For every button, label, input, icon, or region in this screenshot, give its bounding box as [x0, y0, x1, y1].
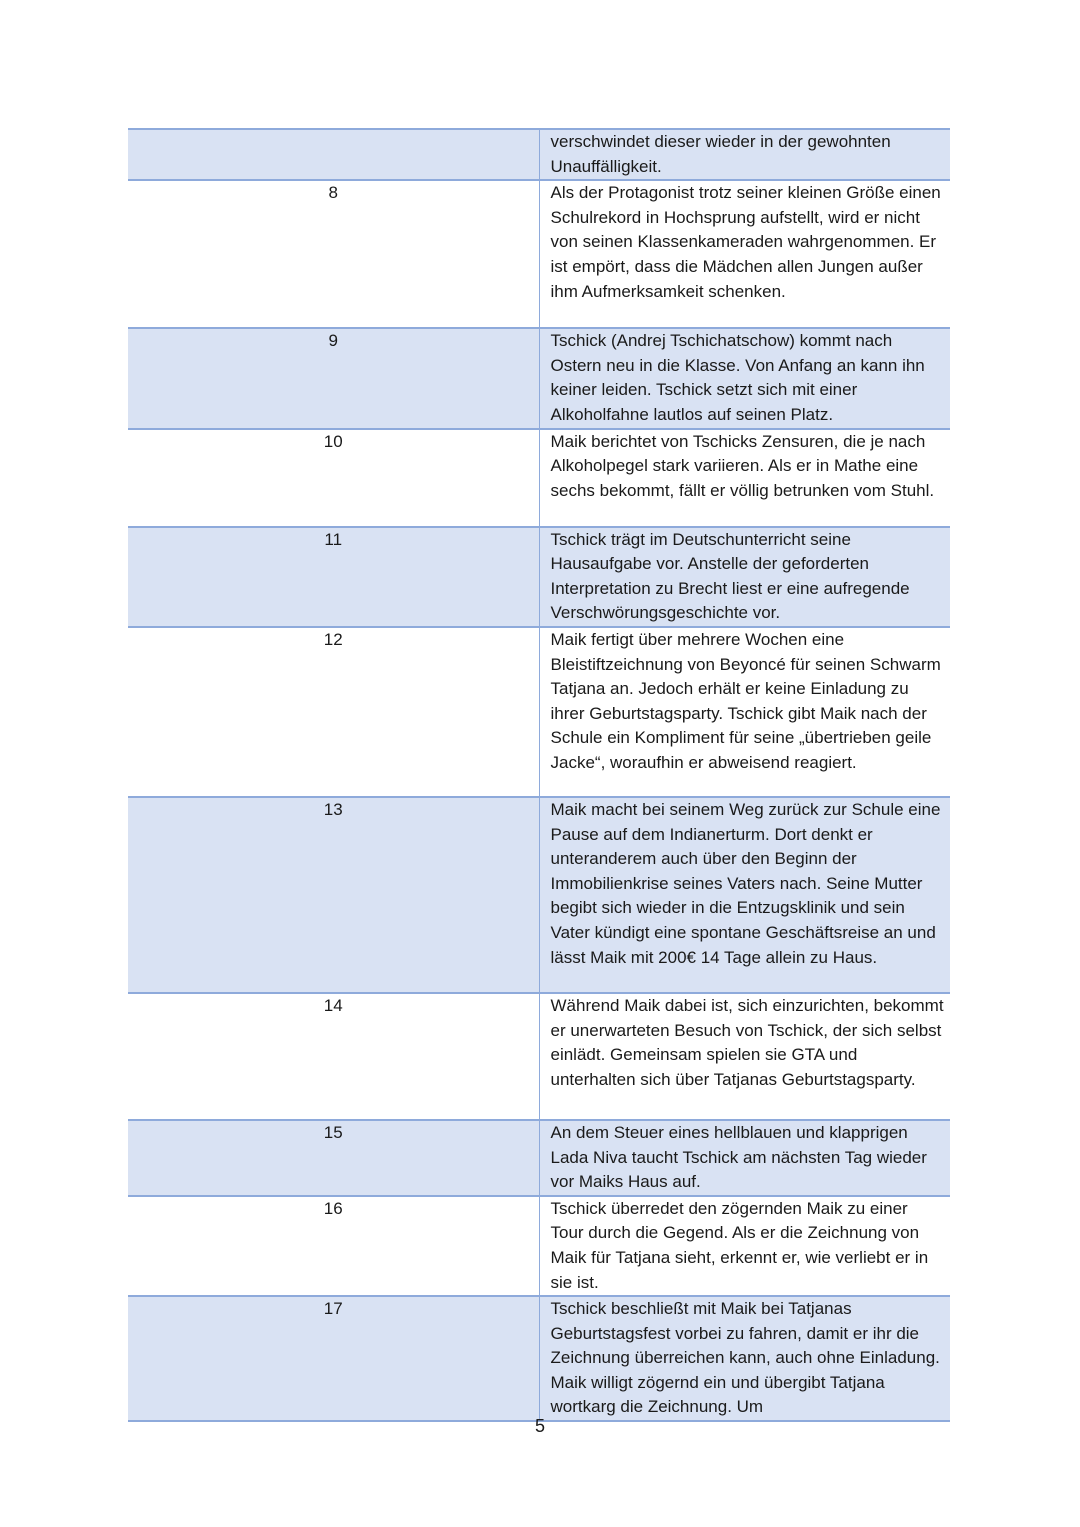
chapter-summary: verschwindet dieser wieder in der gewohnten Unauffälligkeit.	[539, 129, 950, 180]
table-row	[128, 328, 950, 428]
table-row	[128, 1120, 950, 1196]
chapter-summary: Als der Protagonist trotz seiner kleinen Größe einen Schulrekord in Hochsprung aufstellt, wird er nicht von seinen Klassenkameraden wahrgenommen. Er ist empört, dass die Mädchen allen Jungen außer ihm Aufmerksamkeit schenken.	[539, 180, 950, 328]
chapter-number: 17	[128, 1296, 539, 1421]
chapter-number: 12	[128, 627, 539, 797]
table-row	[128, 527, 950, 627]
chapter-summary: Maik macht bei seinem Weg zurück zur Schule eine Pause auf dem Indianerturm. Dort denkt er unteranderem auch über den Beginn der Immobilienkrise seines Vaters nach. Seine Mutter begibt sich wieder in die Entzugsklinik und sein Vater kündigt eine spontane Geschäftsreise an und lässt Maik mit 200€ 14 Tage allein zu Haus.	[539, 797, 950, 993]
chapter-number	[128, 129, 539, 180]
summary-table	[128, 128, 950, 1422]
chapter-summary: Maik fertigt über mehrere Wochen eine Bleistiftzeichnung von Beyoncé für seinen Schwarm Tatjana an. Jedoch erhält er keine Einladung zu ihrer Geburtstagsparty. Tschick gibt Maik nach der Schule ein Kompliment für seine „übertrieben geile Jacke“, woraufhin er abweisend reagiert.	[539, 627, 950, 797]
chapter-summary: Tschick (Andrej Tschichatschow) kommt nach Ostern neu in die Klasse. Von Anfang an kann ihn keiner leiden. Tschick setzt sich mit einer Alkoholfahne lautlos auf seinen Platz.	[539, 328, 950, 428]
chapter-summary: An dem Steuer eines hellblauen und klapprigen Lada Niva taucht Tschick am nächsten Tag wieder vor Maiks Haus auf.	[539, 1120, 950, 1196]
chapter-summary: Tschick trägt im Deutschunterricht seine Hausaufgabe vor. Anstelle der geforderten Interpretation zu Brecht liest er eine aufregende Verschwörungsgeschichte vor.	[539, 527, 950, 627]
chapter-number: 11	[128, 527, 539, 627]
table-row	[128, 1196, 950, 1296]
table-row	[128, 429, 950, 527]
page-number: 5	[534, 1416, 545, 1436]
chapter-number: 16	[128, 1196, 539, 1296]
chapter-number: 13	[128, 797, 539, 993]
table-row	[128, 993, 950, 1120]
table-row	[128, 797, 950, 993]
chapter-summary: Tschick überredet den zögernden Maik zu einer Tour durch die Gegend. Als er die Zeichnung von Maik für Tatjana sieht, erkennt er, wie verliebt er in sie ist.	[539, 1196, 950, 1296]
table-row	[128, 627, 950, 797]
chapter-number: 10	[128, 429, 539, 527]
chapter-summary: Maik berichtet von Tschicks Zensuren, die je nach Alkoholpegel stark variieren. Als er in Mathe eine sechs bekommt, fällt er völlig betrunken vom Stuhl.	[539, 429, 950, 527]
chapter-number: 14	[128, 993, 539, 1120]
table-row	[128, 1296, 950, 1421]
chapter-summary: Tschick beschließt mit Maik bei Tatjanas Geburtstagsfest vorbei zu fahren, damit er ihr die Zeichnung überreichen kann, auch ohne Einladung. Maik willigt zögernd ein und übergibt Tatjana wortkarg die Zeichnung. Um	[539, 1296, 950, 1421]
table-row	[128, 180, 950, 328]
chapter-number: 15	[128, 1120, 539, 1196]
chapter-number: 9	[128, 328, 539, 428]
table-row	[128, 129, 950, 180]
chapter-summary: Während Maik dabei ist, sich einzurichten, bekommt er unerwarteten Besuch von Tschick, der sich selbst einlädt. Gemeinsam spielen sie GTA und unterhalten sich über Tatjanas Geburtstagsparty.	[539, 993, 950, 1120]
chapter-number: 8	[128, 180, 539, 328]
